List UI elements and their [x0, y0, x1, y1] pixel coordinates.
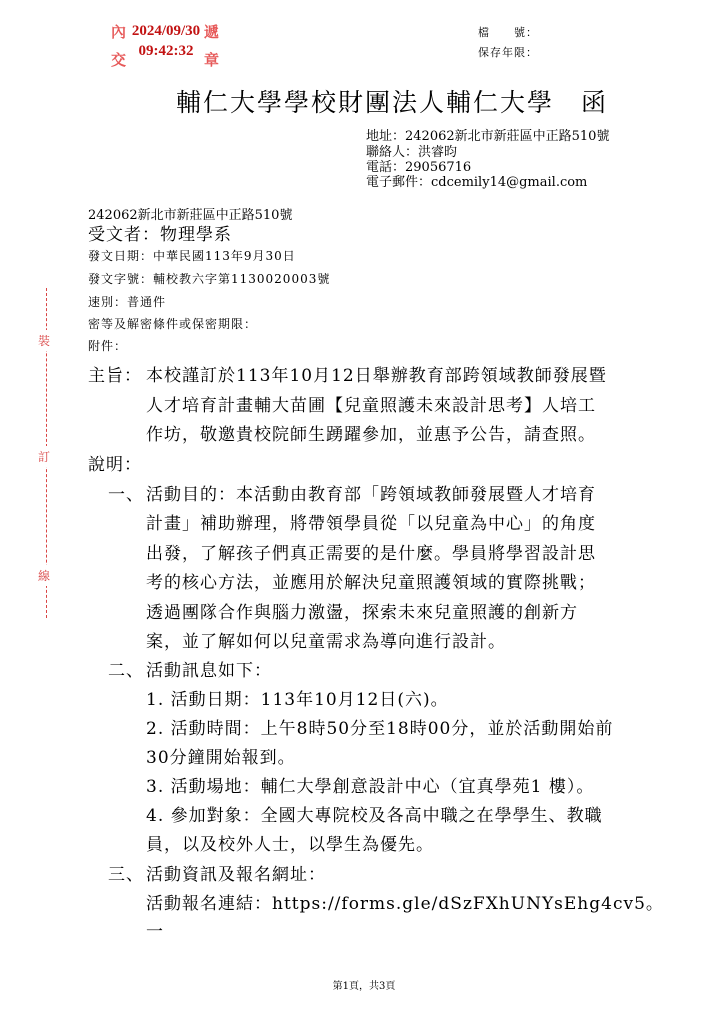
section-1-line: 案，並了解如何以兒童需求為導向進行設計。	[146, 632, 506, 652]
section-2-heading: 活動訊息如下：	[146, 661, 272, 681]
retention-period-label: 保存年限：	[478, 46, 538, 59]
recipient-address: 242062新北市新莊區中正路510號	[88, 208, 293, 223]
stamp-char: 交	[111, 51, 127, 69]
section-1-label: 一、	[108, 485, 144, 505]
security-level: 密等及解密條件或保密期限：	[88, 317, 258, 331]
binding-char: 訂	[38, 446, 50, 467]
section-3-heading: 活動資訊及報名網址：	[146, 865, 326, 885]
subject-line: 作坊，敬邀貴校院師生踴躍參加，並惠予公告，請查照。	[146, 425, 596, 445]
reference-number: 發文字號：輔校教六字第1130020003號	[88, 272, 331, 286]
stamp-time: 09:42:32	[138, 43, 194, 59]
recipient-name: 受文者：物理學系	[88, 225, 232, 245]
binding-char: 裝	[38, 330, 50, 351]
binding-char: 線	[38, 565, 50, 586]
section-1-line: 活動目的：本活動由教育部「跨領域教師發展暨人才培育	[146, 485, 596, 505]
receipt-stamp	[110, 17, 222, 70]
delivery-speed: 速別：普通件	[88, 295, 167, 309]
sender-email: 電子郵件：cdcemily14@gmail.com	[366, 175, 588, 190]
subject-line: 本校謹訂於113年10月12日舉辦教育部跨領域教師發展暨	[146, 366, 607, 386]
section-3-label: 三、	[108, 865, 144, 885]
section-1-line: 考的核心方法，並應用於解決兒童照護領域的實際挑戰；	[146, 573, 596, 593]
sender-phone: 電話：29056716	[366, 160, 472, 175]
section-2-line: 4. 參加對象：全國大專院校及各高中職之在學學生、教職	[146, 806, 603, 826]
explanation-label: 說明：	[88, 455, 142, 475]
subject-line: 人才培育計畫輔大苗圃【兒童照護未來設計思考】人培工	[146, 396, 596, 416]
stamp-char: 章	[204, 51, 220, 69]
subject-label: 主旨：	[88, 366, 142, 386]
section-2-label: 二、	[108, 661, 144, 681]
issue-date: 發文日期：中華民國113年9月30日	[88, 249, 296, 263]
registration-link-line: 活動報名連結：https://forms.gle/dSzFXhUNYsEhg4cv5。	[146, 894, 664, 914]
page-number: 第1頁，共3頁	[332, 981, 396, 992]
section-2-line: 2. 活動時間：上午8時50分至18時00分，並於活動開始前	[146, 719, 614, 739]
section-3-line: 一	[146, 922, 164, 942]
stamp-char: 遞	[204, 23, 220, 41]
section-2-line: 1. 活動日期：113年10月12日(六)。	[146, 690, 449, 710]
section-2-line: 3. 活動場地：輔仁大學創意設計中心（宜真學苑1 樓）。	[146, 777, 595, 797]
section-1-line: 出發，了解孩子們真正需要的是什麼。學員將學習設計思	[146, 544, 596, 564]
section-1-line: 計畫」補助辦理，將帶領學員從「以兒童為中心」的角度	[146, 514, 596, 534]
section-1-line: 透過團隊合作與腦力激盪，探索未來兒童照護的創新方	[146, 603, 578, 623]
file-number-label: 檔 號：	[478, 26, 538, 39]
section-2-line: 員，以及校外人士，以學生為優先。	[146, 835, 434, 855]
stamp-date: 2024/09/30	[131, 23, 201, 39]
sender-contact: 聯絡人：洪睿昀	[366, 145, 458, 160]
document-title: 輔仁大學學校財團法人輔仁大學 函	[176, 88, 609, 117]
attachment: 附件：	[88, 339, 128, 353]
stamp-char: 內	[111, 23, 127, 41]
section-2-line: 30分鐘開始報到。	[146, 748, 296, 768]
sender-address: 地址：242062新北市新莊區中正路510號	[366, 129, 610, 144]
